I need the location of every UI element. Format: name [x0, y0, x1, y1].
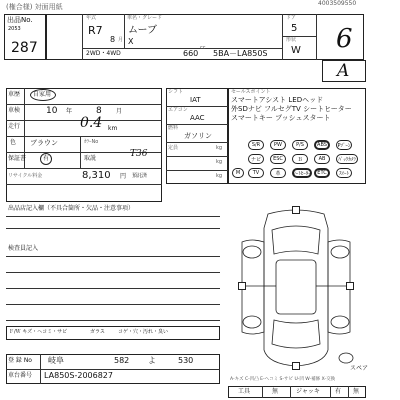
tool-label: 工具: [238, 388, 251, 395]
name-label: 車名・グレード: [127, 15, 163, 21]
lot-number-box: [4, 14, 46, 60]
capacity-label: 定員: [168, 145, 179, 151]
reg-label: 登 録 No: [8, 357, 32, 364]
shift-value: IAT: [190, 96, 201, 104]
damage-legend: A-キズ C-凹凸 E-ヘコミ S-サビ U-凹 W-補修 X-交換: [230, 377, 336, 382]
vehicle-name: ムーブ: [128, 25, 157, 36]
weight-unit-1: kg: [216, 145, 223, 151]
color-label: 色: [10, 139, 17, 146]
equip-abs: ABS: [314, 140, 330, 150]
top-right-number: 4003509550: [318, 0, 357, 7]
year-value: R7: [88, 24, 103, 37]
top-title: (権合様) 対面用紙: [6, 3, 63, 11]
equip-esc: ESC: [270, 154, 286, 164]
reg-number: 530: [178, 356, 194, 365]
mileage-value: 0.4: [80, 115, 103, 131]
selling-point-2: 外SDナビ フルセグTV シートヒーター: [231, 105, 352, 113]
shape-value: W: [291, 45, 301, 56]
equip-etc: ETC: [314, 168, 330, 178]
month-value: 8: [110, 35, 116, 44]
displacement: 660: [183, 49, 199, 58]
doors-value: 5: [291, 23, 298, 34]
reg-class: 582: [114, 356, 130, 365]
weight-unit-3: kg: [216, 173, 223, 179]
usage-label: 車歴: [8, 91, 21, 98]
drive-type: 2WD・4WD: [86, 50, 121, 57]
equip-back-camera: ﾊﾞｯｸｶﾒﾗ: [336, 154, 358, 164]
doors-label: ドア: [286, 15, 296, 21]
weight-unit-2: kg: [216, 159, 223, 165]
damage-label: Ｆ/Ｗ キズ・ヘコミ・サビ: [9, 329, 68, 335]
inspection-month-unit: 月: [116, 108, 123, 115]
selling-points-label: セールスポイント: [231, 89, 271, 95]
equip-ps: P/S: [292, 140, 308, 150]
vin-label: 車台番号: [8, 372, 33, 379]
grade-box: [322, 60, 366, 82]
fuel-value: ガソリン: [184, 132, 212, 140]
month-unit: 月: [118, 37, 124, 43]
inspector-label: 検査員記入: [8, 245, 39, 252]
equip-b: Ｂ: [292, 154, 308, 164]
grade-letter: A: [337, 61, 350, 81]
equip-ab: AB: [314, 154, 330, 164]
selling-point-1: スマートアシスト LEDヘッド: [231, 96, 324, 104]
recycle-label: リサイクル料金: [8, 173, 43, 179]
jack-label: ジャッキ: [296, 388, 320, 395]
warranty-value: 有: [43, 155, 50, 162]
recycle-status: 預託済: [132, 173, 148, 179]
recycle-amount: 8,310: [82, 170, 111, 181]
usage-value: 自家用: [33, 91, 52, 98]
color-code: T36: [130, 149, 148, 159]
selling-point-3: スマートキー プッシュスタート: [231, 114, 331, 122]
jack-yes: 有: [335, 388, 342, 395]
shape-label: 形状: [286, 37, 297, 43]
sheet-num-label: 出品No.: [7, 16, 33, 24]
equip-navi: ナビ: [248, 154, 264, 164]
reg-kana: よ: [148, 356, 156, 365]
panel-marker-rear: [292, 362, 300, 370]
vin-value: LA850S-2006827: [44, 371, 113, 380]
color-code-label: ｶﾗｰNo: [84, 139, 99, 145]
equip-p-zone: Pｿﾞｰﾝ: [336, 140, 352, 150]
equip-pw: PW: [270, 140, 286, 150]
tool-value: 無: [272, 388, 279, 395]
shift-label: シフト: [168, 89, 184, 95]
sheet-num-small: 2053: [8, 26, 21, 32]
equip-sr: S/R: [248, 140, 264, 150]
panel-marker-front: [292, 206, 300, 214]
score-value: 6: [336, 24, 353, 54]
reg-area: 岐阜: [48, 356, 64, 365]
ac-label: エアコン: [168, 107, 188, 113]
inspection-year: 10: [46, 106, 58, 116]
panel-marker-left: [238, 282, 246, 290]
equip-seat-heater: ｼｰﾄﾋｰﾀｰ: [292, 168, 312, 178]
panel-marker-right: [346, 282, 354, 290]
equip-m: M: [232, 168, 244, 178]
ac-value: AAC: [190, 114, 205, 122]
vehicle-grade: X: [128, 37, 134, 46]
manual-label: 取説: [84, 155, 97, 162]
car-diagram: [228, 208, 364, 370]
spare-label: スペア: [350, 365, 369, 372]
color-value: ブラウン: [30, 139, 58, 147]
equip-leather: 革: [270, 168, 286, 178]
lot-number: 287: [11, 40, 38, 56]
jack-no: 無: [353, 388, 360, 395]
mileage-unit: km: [108, 125, 118, 132]
damage-label-glass: ガラス: [90, 329, 105, 335]
mileage-label: 走行: [8, 123, 21, 130]
fuel-label: 燃料: [168, 125, 179, 131]
inspection-label: 車検: [8, 107, 21, 114]
equip-smart: ｽﾏｰﾄ: [336, 168, 352, 178]
model-code: 5BA－LA850S: [213, 49, 268, 58]
seller-notes-label: 出品店記入欄（不具合箇所・欠品・注意事項）: [8, 205, 135, 212]
damage-label-interior: コゲ・穴・汚れ・臭い: [118, 329, 169, 335]
inspection-year-unit: 年: [66, 108, 73, 115]
inspection-month: 8: [96, 106, 102, 116]
warranty-label: 保証書: [8, 155, 27, 162]
year-label: 年式: [86, 15, 97, 21]
recycle-unit: 円: [120, 173, 127, 180]
cc-label: cc: [200, 45, 206, 51]
equip-tv: TV: [248, 168, 264, 178]
